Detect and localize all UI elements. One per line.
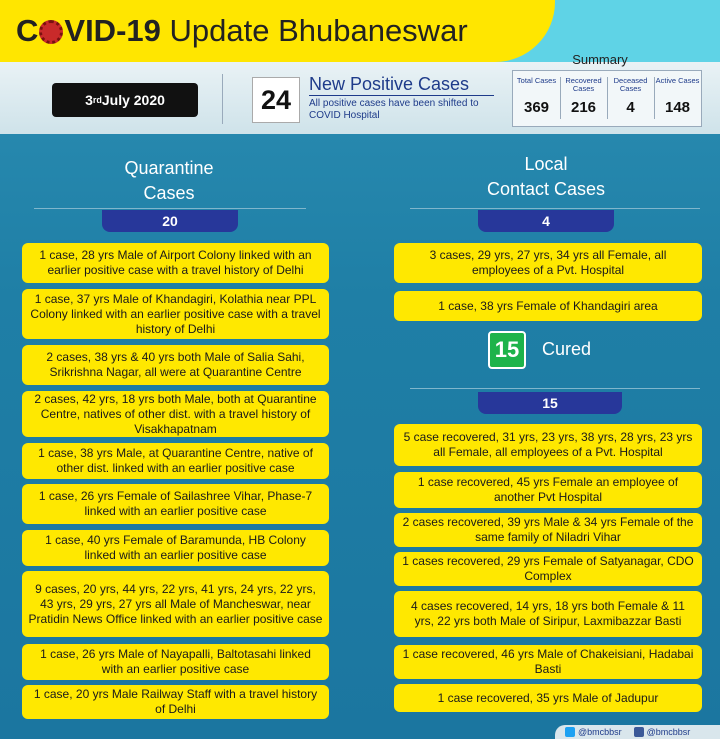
- case-card: 1 case, 38 yrs Female of Khandagiri area: [394, 291, 702, 321]
- title-band: [0, 0, 555, 62]
- case-card: 1 case, 40 yrs Female of Baramunda, HB Colony linked with an earlier positive case: [22, 530, 329, 566]
- facebook-icon[interactable]: [634, 727, 644, 737]
- quarantine-title: Quarantine Cases: [124, 158, 214, 203]
- divider: [222, 74, 223, 124]
- case-card: 9 cases, 20 yrs, 44 yrs, 22 yrs, 41 yrs, 24 yrs, 22 yrs, 43 yrs, 29 yrs, 27 yrs all Male of Mancheswar, near Pratidin News Office linked with an earlier positive case: [22, 571, 329, 637]
- case-card: 1 case, 38 yrs Male, at Quarantine Centre, native of other dist. linked with an earlier positive case: [22, 443, 329, 479]
- date-badge: 3 rd July 2020: [52, 83, 198, 117]
- cured-label: Cured: [542, 339, 592, 359]
- cured-count: 15: [488, 331, 526, 369]
- stat-total: Total Cases 369: [516, 76, 557, 116]
- new-positive-title: New Positive Cases: [309, 74, 470, 94]
- case-card: 2 cases, 38 yrs & 40 yrs both Male of Salia Sahi, Srikrishna Nagar, all were at Quarantine Centre: [22, 345, 329, 385]
- recovery-card: 2 cases recovered, 39 yrs Male & 34 yrs Female of the same family of Niladri Vihar: [394, 513, 702, 547]
- case-card: 1 case, 26 yrs Female of Sailashree Vihar, Phase-7 linked with an earlier positive case: [22, 484, 329, 524]
- case-card: 3 cases, 29 yrs, 27 yrs, 34 yrs all Female, all employees of a Pvt. Hospital: [394, 243, 702, 283]
- divider: [410, 208, 700, 209]
- facebook-handle[interactable]: @bmcbbsr: [646, 727, 691, 737]
- stat-active: Active Cases 148: [655, 76, 700, 116]
- recovery-card: 1 case recovered, 46 yrs Male of Chakeisiani, Hadabai Basti: [394, 645, 702, 679]
- recovery-card: 1 case recovered, 35 yrs Male of Jadupur: [394, 684, 702, 712]
- recovery-card: 4 cases recovered, 14 yrs, 18 yrs both Female & 11 yrs, 22 yrs both Male of Siripur, Laxmibazzar Basti: [394, 591, 702, 637]
- virus-icon: [39, 20, 63, 44]
- stat-deceased: Deceased Cases 4: [613, 76, 648, 116]
- case-card: 1 case, 28 yrs Male of Airport Colony linked with an earlier positive case with a travel history of Delhi: [22, 243, 329, 283]
- summary-title: Summary: [572, 52, 628, 67]
- divider: [410, 388, 700, 389]
- recovery-card: 1 cases recovered, 29 yrs Female of Satyanagar, CDO Complex: [394, 552, 702, 586]
- cured-pill: 15: [478, 392, 622, 414]
- case-card: 1 case, 37 yrs Male of Khandagiri, Kolathia near PPL Colony linked with an earlier positive case with a travel history of Delhi: [22, 289, 329, 339]
- divider: [34, 208, 306, 209]
- new-positive-count: 24: [252, 77, 300, 123]
- case-card: 2 cases, 42 yrs, 18 yrs both Male, both at Quarantine Centre, natives of other dist. with a travel history of Visakhapatnam: [22, 391, 329, 437]
- new-positive-subtitle: All positive cases have been shifted to COVID Hospital: [309, 98, 479, 121]
- recovery-card: 5 case recovered, 31 yrs, 23 yrs, 38 yrs, 28 yrs, 23 yrs all Female, all employees of a Pvt. Hospital: [394, 424, 702, 466]
- recovery-card: 1 case recovered, 45 yrs Female an employee of another Pvt Hospital: [394, 472, 702, 508]
- stat-recovered: Recovered Cases 216: [565, 76, 602, 116]
- case-card: 1 case, 26 yrs Male of Nayapalli, Baltotasahi linked with an earlier positive case: [22, 644, 329, 680]
- local-contact-title: Local Contact Cases: [486, 154, 606, 199]
- twitter-icon[interactable]: [565, 727, 575, 737]
- divider: [309, 95, 494, 96]
- page-title: C VID-19 Update Bhubaneswar: [16, 13, 468, 48]
- case-card: 1 case, 20 yrs Male Railway Staff with a travel history of Delhi: [22, 685, 329, 719]
- twitter-handle[interactable]: @bmcbbsr: [578, 727, 622, 737]
- footer: [555, 725, 720, 739]
- local-contact-count: 4: [478, 210, 614, 232]
- summary-box: [512, 70, 702, 127]
- quarantine-count: 20: [102, 210, 238, 232]
